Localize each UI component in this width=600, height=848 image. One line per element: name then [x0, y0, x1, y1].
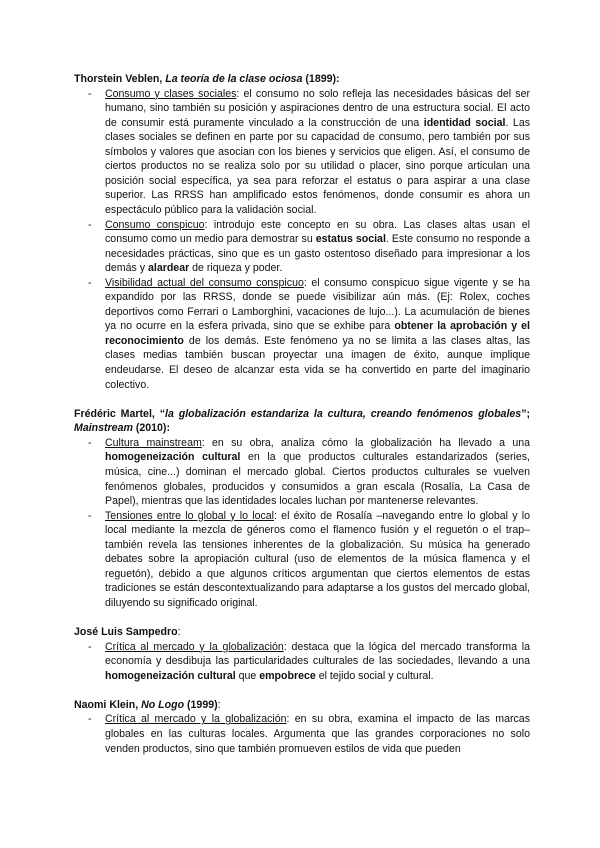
item-text: de los demás. Este fenómeno ya no se limita a las clases altas, las clases medias también buscan proyectar una imagen de éxito, aunque implique endeudarse. El deseo de alcanzar esta vida se ha convertido en parte del imaginario colectivo.: [105, 334, 530, 391]
heading-work-title: Mainstream: [74, 422, 133, 435]
dash-bullet: -: [88, 87, 92, 100]
bullet-list: [74, 640, 530, 684]
section-heading: [74, 72, 530, 87]
dash-bullet: -: [88, 276, 92, 289]
item-text: : introdujo este concepto en su obra. Las clases altas usan el consumo como un medio para demostrar su: [105, 218, 530, 246]
item-text: : destaca que la lógica del mercado transforma la economía y desdibuja las particularidades culturales de las sociedades, llevando a una: [105, 640, 530, 668]
list-item: [74, 276, 530, 392]
section-spacer: [74, 683, 530, 698]
item-text: : en su obra, analiza cómo la globalización ha llevado a una: [201, 436, 530, 449]
dash-bullet: -: [88, 713, 92, 726]
section-veblen: [74, 72, 530, 392]
item-bold-text: identidad social: [423, 116, 506, 129]
bullet-list: [74, 712, 530, 756]
heading-author: Naomi Klein,: [74, 698, 142, 711]
heading-work-title: No Logo: [141, 698, 185, 711]
item-bold-text: homogeneización cultural: [105, 451, 241, 464]
section-klein: [74, 698, 530, 756]
bullet-list: [74, 436, 530, 611]
section-heading: [74, 407, 530, 436]
list-item: [74, 640, 530, 684]
dash-bullet: -: [88, 509, 92, 522]
section-martel: [74, 407, 530, 611]
item-bold-text: homogeneización cultural: [105, 669, 236, 682]
item-text: de riqueza y poder.: [189, 262, 283, 275]
item-text: . Las clases sociales se definen en parte por su capacidad de consumo, pero también por sus símbolos y valores que asocian con los bienes y servicios que eligen. Así, el consumo de ciertos productos no se realiza solo por su utilidad o placer, sino porque articulan una posición social específica, ya sea para reforzar el estatus o para aspirar a una clase superior. Las RRSS han amplificado estos fenómenos, donde consumir es ahora un espectáculo público para la validación social.: [105, 116, 531, 216]
dash-bullet: -: [88, 436, 92, 449]
list-item: [74, 218, 530, 276]
heading-author: Thorstein Veblen,: [74, 73, 166, 85]
item-text: : en su obra, examina el impacto de las marcas globales en las culturas locales. Argumenta que las grandes corporaciones no solo venden productos, sino que también promueven estilos de vida que pueden: [105, 713, 530, 755]
list-item: [74, 509, 530, 611]
heading-colon: :: [177, 626, 181, 639]
item-term: Tensiones entre lo global y lo local: [105, 509, 275, 522]
heading-author: José Luis Sampedro: [74, 626, 178, 639]
item-term: Consumo y clases sociales: [105, 87, 237, 100]
dash-bullet: -: [88, 640, 92, 653]
item-text: que: [235, 669, 260, 682]
item-bold-text: obtener la aprobación y el reconocimiento: [105, 320, 531, 347]
item-text: en la que productos culturales estandarizados (series, música, cine...) dominan el mercado global. Ciertos productos culturales se vuelven fenómenos globales, producidos y consumidos a gran escala (Rosalía, La Casa de Papel), mientras que las identidades locales luchan por mantenerse relevantes.: [105, 451, 530, 508]
list-item: [74, 712, 530, 756]
heading-year: (1999): [184, 698, 218, 711]
section-sampedro: [74, 625, 530, 683]
item-text: el tejido social y cultural.: [315, 669, 434, 682]
heading-year: (2010):: [132, 422, 170, 435]
heading-work-title: La teoría de la clase ociosa: [165, 73, 303, 85]
bullet-list: [74, 87, 530, 392]
item-text: : el consumo conspicuo sigue vigente y se ha expandido por las RRSS, donde se puede visibilizar aún más. (Ej: Rolex, coches deportivos como Ferrari o Lamborghini, vacaciones de lujo...). La acumulación de bienes ya no ocurre en la esfera privada, sino que se exhibe para: [105, 276, 530, 333]
item-term: Visibilidad actual del consumo conspicuo: [105, 276, 304, 289]
heading-colon: :: [217, 698, 221, 711]
item-term: Crítica al mercado y la globalización: [105, 640, 284, 653]
item-text: . Este consumo no responde a necesidades prácticas, sino que es un gasto ostentoso diseñado para impresionar a los demás y: [105, 233, 530, 275]
section-heading: [74, 698, 530, 713]
item-text: : el éxito de Rosalía –navegando entre lo global y lo local mediante la mezcla de géneros como el flamenco fusión y el reguetón o el trap– también revela las tensiones inherentes de la globalización. Su música ha generado debates sobre la apropiación cultural (uso de elementos de la música flamenca y el reguetón), debido a que algunos críticos argumentan que ciertos elementos de estas tradiciones se están descontextualizando para adaptarse a los gustos del mercado global, diluyendo su significado original.: [105, 509, 531, 609]
heading-quote: la globalización estandariza la cultura, creando fenómenos globales: [165, 407, 522, 420]
heading-author: Frédéric Martel, “: [74, 407, 166, 420]
item-text: : el consumo no solo refleja las necesidades básicas del ser humano, sino también su posición y aspiraciones dentro de una estructura social. El acto de consumir está puramente vinculado a la construcción de una: [105, 87, 530, 129]
item-term: Crítica al mercado y la globalización: [105, 713, 287, 726]
heading-year: (1899): [302, 73, 337, 85]
item-bold-text: alardear: [147, 262, 190, 275]
dash-bullet: -: [88, 218, 92, 231]
item-term: Consumo conspicuo: [105, 218, 205, 231]
section-heading: [74, 625, 530, 640]
section-spacer: [74, 392, 530, 407]
list-item: [74, 87, 530, 218]
item-term: Cultura mainstream: [105, 436, 202, 449]
item-bold-text: empobrece: [259, 669, 316, 682]
list-item: [74, 436, 530, 509]
heading-colon: :: [336, 73, 340, 85]
item-bold-text: estatus social: [315, 233, 386, 246]
heading-separator: ”;: [521, 407, 531, 420]
section-spacer: [74, 610, 530, 625]
